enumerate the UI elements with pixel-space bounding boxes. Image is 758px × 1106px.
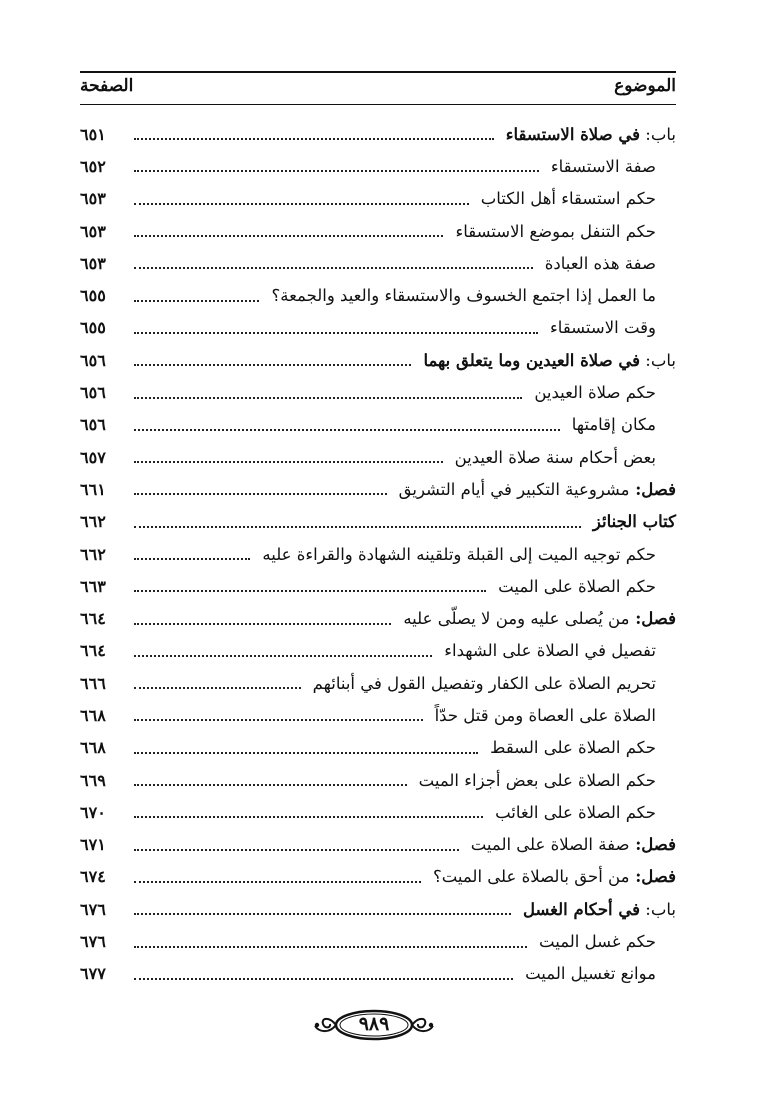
toc-entry-title — [438, 641, 676, 660]
toc-entry-title — [417, 351, 676, 370]
toc-entry-text: من يُصلى عليه ومن لا يصلّى عليه — [403, 609, 630, 629]
header-rule — [80, 104, 676, 105]
dot-leader — [134, 913, 511, 915]
toc-entry-text: حكم الصلاة على الميت — [498, 576, 656, 596]
toc-entry-text: من أحق بالصلاة على الميت؟ — [432, 867, 630, 887]
toc-entry — [80, 409, 676, 441]
toc-entry — [80, 344, 676, 376]
dot-leader — [134, 558, 250, 560]
toc-entry-page: ٦٥٣ — [80, 221, 106, 241]
dot-leader — [134, 687, 301, 689]
toc-entry-title — [539, 254, 676, 273]
toc-entry-prefix: باب: — [640, 124, 676, 144]
dot-leader — [134, 203, 469, 205]
toc-entry-page: ٦٦٤ — [80, 641, 106, 661]
toc-entry-text: حكم الصلاة على الغائب — [495, 802, 656, 822]
toc-entry-page: ٦٦٦ — [80, 673, 106, 693]
toc-entry-page: ٦٦١ — [80, 479, 106, 499]
toc-entry-title — [492, 577, 676, 596]
toc-entry-page: ٦٦٢ — [80, 544, 106, 564]
toc-entry-page: ٦٥٢ — [80, 156, 106, 176]
page-column-label: الصفحة — [80, 76, 134, 96]
toc-entry-prefix: باب: — [640, 350, 676, 370]
toc-entry-page: ٦٦٩ — [80, 770, 106, 790]
dot-leader — [134, 881, 421, 883]
toc-entry — [80, 635, 676, 667]
table-of-contents — [80, 118, 676, 990]
toc-entry-text: مكان إقامتها — [571, 415, 656, 435]
toc-entry — [80, 570, 676, 602]
toc-entry-prefix: فصل: — [629, 609, 676, 629]
dot-leader — [134, 493, 387, 495]
toc-entry-title — [500, 125, 676, 144]
page-number-ornament — [311, 1006, 437, 1044]
dot-leader — [134, 235, 443, 237]
topic-column-label: الموضوع — [614, 76, 676, 96]
toc-entry-text: حكم الصلاة على السقط — [490, 738, 656, 758]
dot-leader — [134, 623, 391, 625]
dot-leader — [134, 784, 407, 786]
dot-leader — [134, 816, 483, 818]
dot-leader — [134, 429, 560, 431]
toc-entry-text: في صلاة العيدين وما يتعلق بهما — [423, 350, 641, 370]
toc-entry-page: ٦٦٣ — [80, 576, 106, 596]
toc-entry-text: حكم غسل الميت — [539, 932, 656, 952]
toc-entry-page: ٦٧٧ — [80, 964, 106, 984]
toc-entry-title — [533, 932, 676, 951]
toc-entry — [80, 796, 676, 828]
toc-entry — [80, 829, 676, 861]
toc-entry-title — [519, 964, 676, 983]
toc-entry-text: الصلاة على العصاة ومن قتل حدّاً — [434, 705, 656, 725]
toc-entry — [80, 893, 676, 925]
toc-entry-title — [528, 383, 676, 402]
dot-leader — [134, 397, 522, 399]
toc-entry-text: مشروعية التكبير في أيام التشريق — [398, 479, 630, 499]
toc-entry — [80, 150, 676, 182]
toc-entry-title — [449, 222, 676, 241]
toc-entry-text: حكم الصلاة على بعض أجزاء الميت — [418, 770, 656, 790]
top-rule — [80, 71, 676, 73]
toc-entry — [80, 602, 676, 634]
dot-leader — [134, 300, 259, 302]
toc-entry-page: ٦٦٨ — [80, 738, 106, 758]
toc-entry — [80, 279, 676, 311]
dot-leader — [134, 719, 423, 721]
dot-leader — [134, 364, 411, 366]
dot-leader — [134, 946, 527, 948]
toc-entry-page: ٦٥٦ — [80, 383, 106, 403]
toc-entry-text: حكم التنفل بموضع الاستسقاء — [455, 221, 656, 241]
toc-entry-text: حكم صلاة العيدين — [534, 383, 656, 403]
toc-entry-prefix: باب: — [640, 899, 676, 919]
toc-entry — [80, 506, 676, 538]
toc-entry — [80, 441, 676, 473]
toc-entry-page: ٦٦٤ — [80, 609, 106, 629]
page-number: ٩٨٩ — [358, 1013, 390, 1035]
toc-entry-page: ٦٦٨ — [80, 705, 106, 725]
toc-entry-title — [427, 867, 676, 886]
toc-entry-text: في أحكام الغسل — [522, 899, 641, 919]
toc-entry-title — [429, 706, 676, 725]
toc-entry-text: في صلاة الاستسقاء — [505, 124, 641, 144]
toc-entry-text: صفة الاستسقاء — [550, 156, 656, 176]
toc-entry — [80, 861, 676, 893]
toc-entry-title — [484, 738, 676, 757]
toc-entry — [80, 247, 676, 279]
dot-leader — [134, 138, 494, 140]
toc-entry-text: كتاب الجنائز — [592, 512, 676, 532]
toc-entry-text: وقت الاستسقاء — [550, 318, 656, 338]
toc-entry — [80, 764, 676, 796]
toc-entry-text: حكم توجيه الميت إلى القبلة وتلقينه الشهادة والقراءة عليه — [262, 544, 656, 564]
dot-leader — [134, 849, 459, 851]
toc-entry — [80, 312, 676, 344]
toc-entry — [80, 473, 676, 505]
toc-entry-text: موانع تغسيل الميت — [525, 964, 656, 984]
toc-entry-page: ٦٧١ — [80, 835, 106, 855]
toc-entry-page: ٦٧٦ — [80, 899, 106, 919]
toc-entry-title — [587, 512, 676, 531]
toc-entry — [80, 376, 676, 408]
toc-entry-title — [517, 900, 676, 919]
toc-entry-title — [566, 415, 676, 434]
toc-entry-page: ٦٧٤ — [80, 867, 106, 887]
toc-entry-prefix: فصل: — [629, 835, 676, 855]
toc-entry-page: ٦٥٥ — [80, 286, 106, 306]
dot-leader — [134, 267, 533, 269]
toc-entry-text: ما العمل إذا اجتمع الخسوف والاستسقاء والعيد والجمعة؟ — [271, 286, 656, 306]
toc-entry-page: ٦٥٦ — [80, 415, 106, 435]
toc-entry — [80, 925, 676, 957]
toc-entry-page: ٦٥٣ — [80, 189, 106, 209]
dot-leader — [134, 526, 581, 528]
dot-leader — [134, 655, 432, 657]
toc-entry — [80, 215, 676, 247]
toc-entry-page: ٦٥٣ — [80, 253, 106, 273]
toc-entry-page: ٦٥٦ — [80, 350, 106, 370]
dot-leader — [134, 332, 538, 334]
toc-entry-title — [475, 189, 676, 208]
toc-entry-title — [544, 318, 676, 337]
dot-leader — [134, 978, 513, 980]
toc-entry-text: تفصيل في الصلاة على الشهداء — [444, 641, 656, 661]
toc-entry-title — [489, 803, 676, 822]
dot-leader — [134, 461, 443, 463]
toc-entry-page: ٦٥٥ — [80, 318, 106, 338]
toc-entry-page: ٦٥٧ — [80, 447, 106, 467]
toc-entry-text: بعض أحكام سنة صلاة العيدين — [454, 447, 656, 467]
dot-leader — [134, 170, 539, 172]
toc-entry-text: صفة هذه العبادة — [544, 253, 656, 273]
toc-entry — [80, 118, 676, 150]
toc-entry — [80, 958, 676, 990]
toc-entry — [80, 732, 676, 764]
toc-entry-title — [545, 157, 676, 176]
toc-entry-page: ٦٧٠ — [80, 802, 106, 822]
toc-entry-title — [465, 835, 676, 854]
toc-entry-text: صفة الصلاة على الميت — [470, 835, 630, 855]
dot-leader — [134, 590, 486, 592]
toc-entry-text: حكم استسقاء أهل الكتاب — [480, 189, 656, 209]
toc-header — [80, 76, 676, 102]
toc-entry-title — [413, 771, 676, 790]
toc-entry-page: ٦٦٢ — [80, 512, 106, 532]
toc-entry-title — [397, 609, 676, 628]
toc-entry-page: ٦٧٦ — [80, 932, 106, 952]
toc-entry-text: تحريم الصلاة على الكفار وتفصيل القول في أبنائهم — [312, 673, 656, 693]
dot-leader — [134, 752, 478, 754]
toc-entry-title — [307, 674, 676, 693]
toc-entry-prefix: فصل: — [629, 867, 676, 887]
toc-entry — [80, 183, 676, 215]
toc-entry — [80, 699, 676, 731]
toc-entry-title — [256, 545, 676, 564]
toc-entry-title — [265, 286, 676, 305]
toc-entry — [80, 667, 676, 699]
toc-entry-title — [393, 480, 676, 499]
toc-entry — [80, 538, 676, 570]
toc-entry-title — [449, 448, 676, 467]
toc-entry-page: ٦٥١ — [80, 124, 106, 144]
toc-entry-prefix: فصل: — [629, 479, 676, 499]
